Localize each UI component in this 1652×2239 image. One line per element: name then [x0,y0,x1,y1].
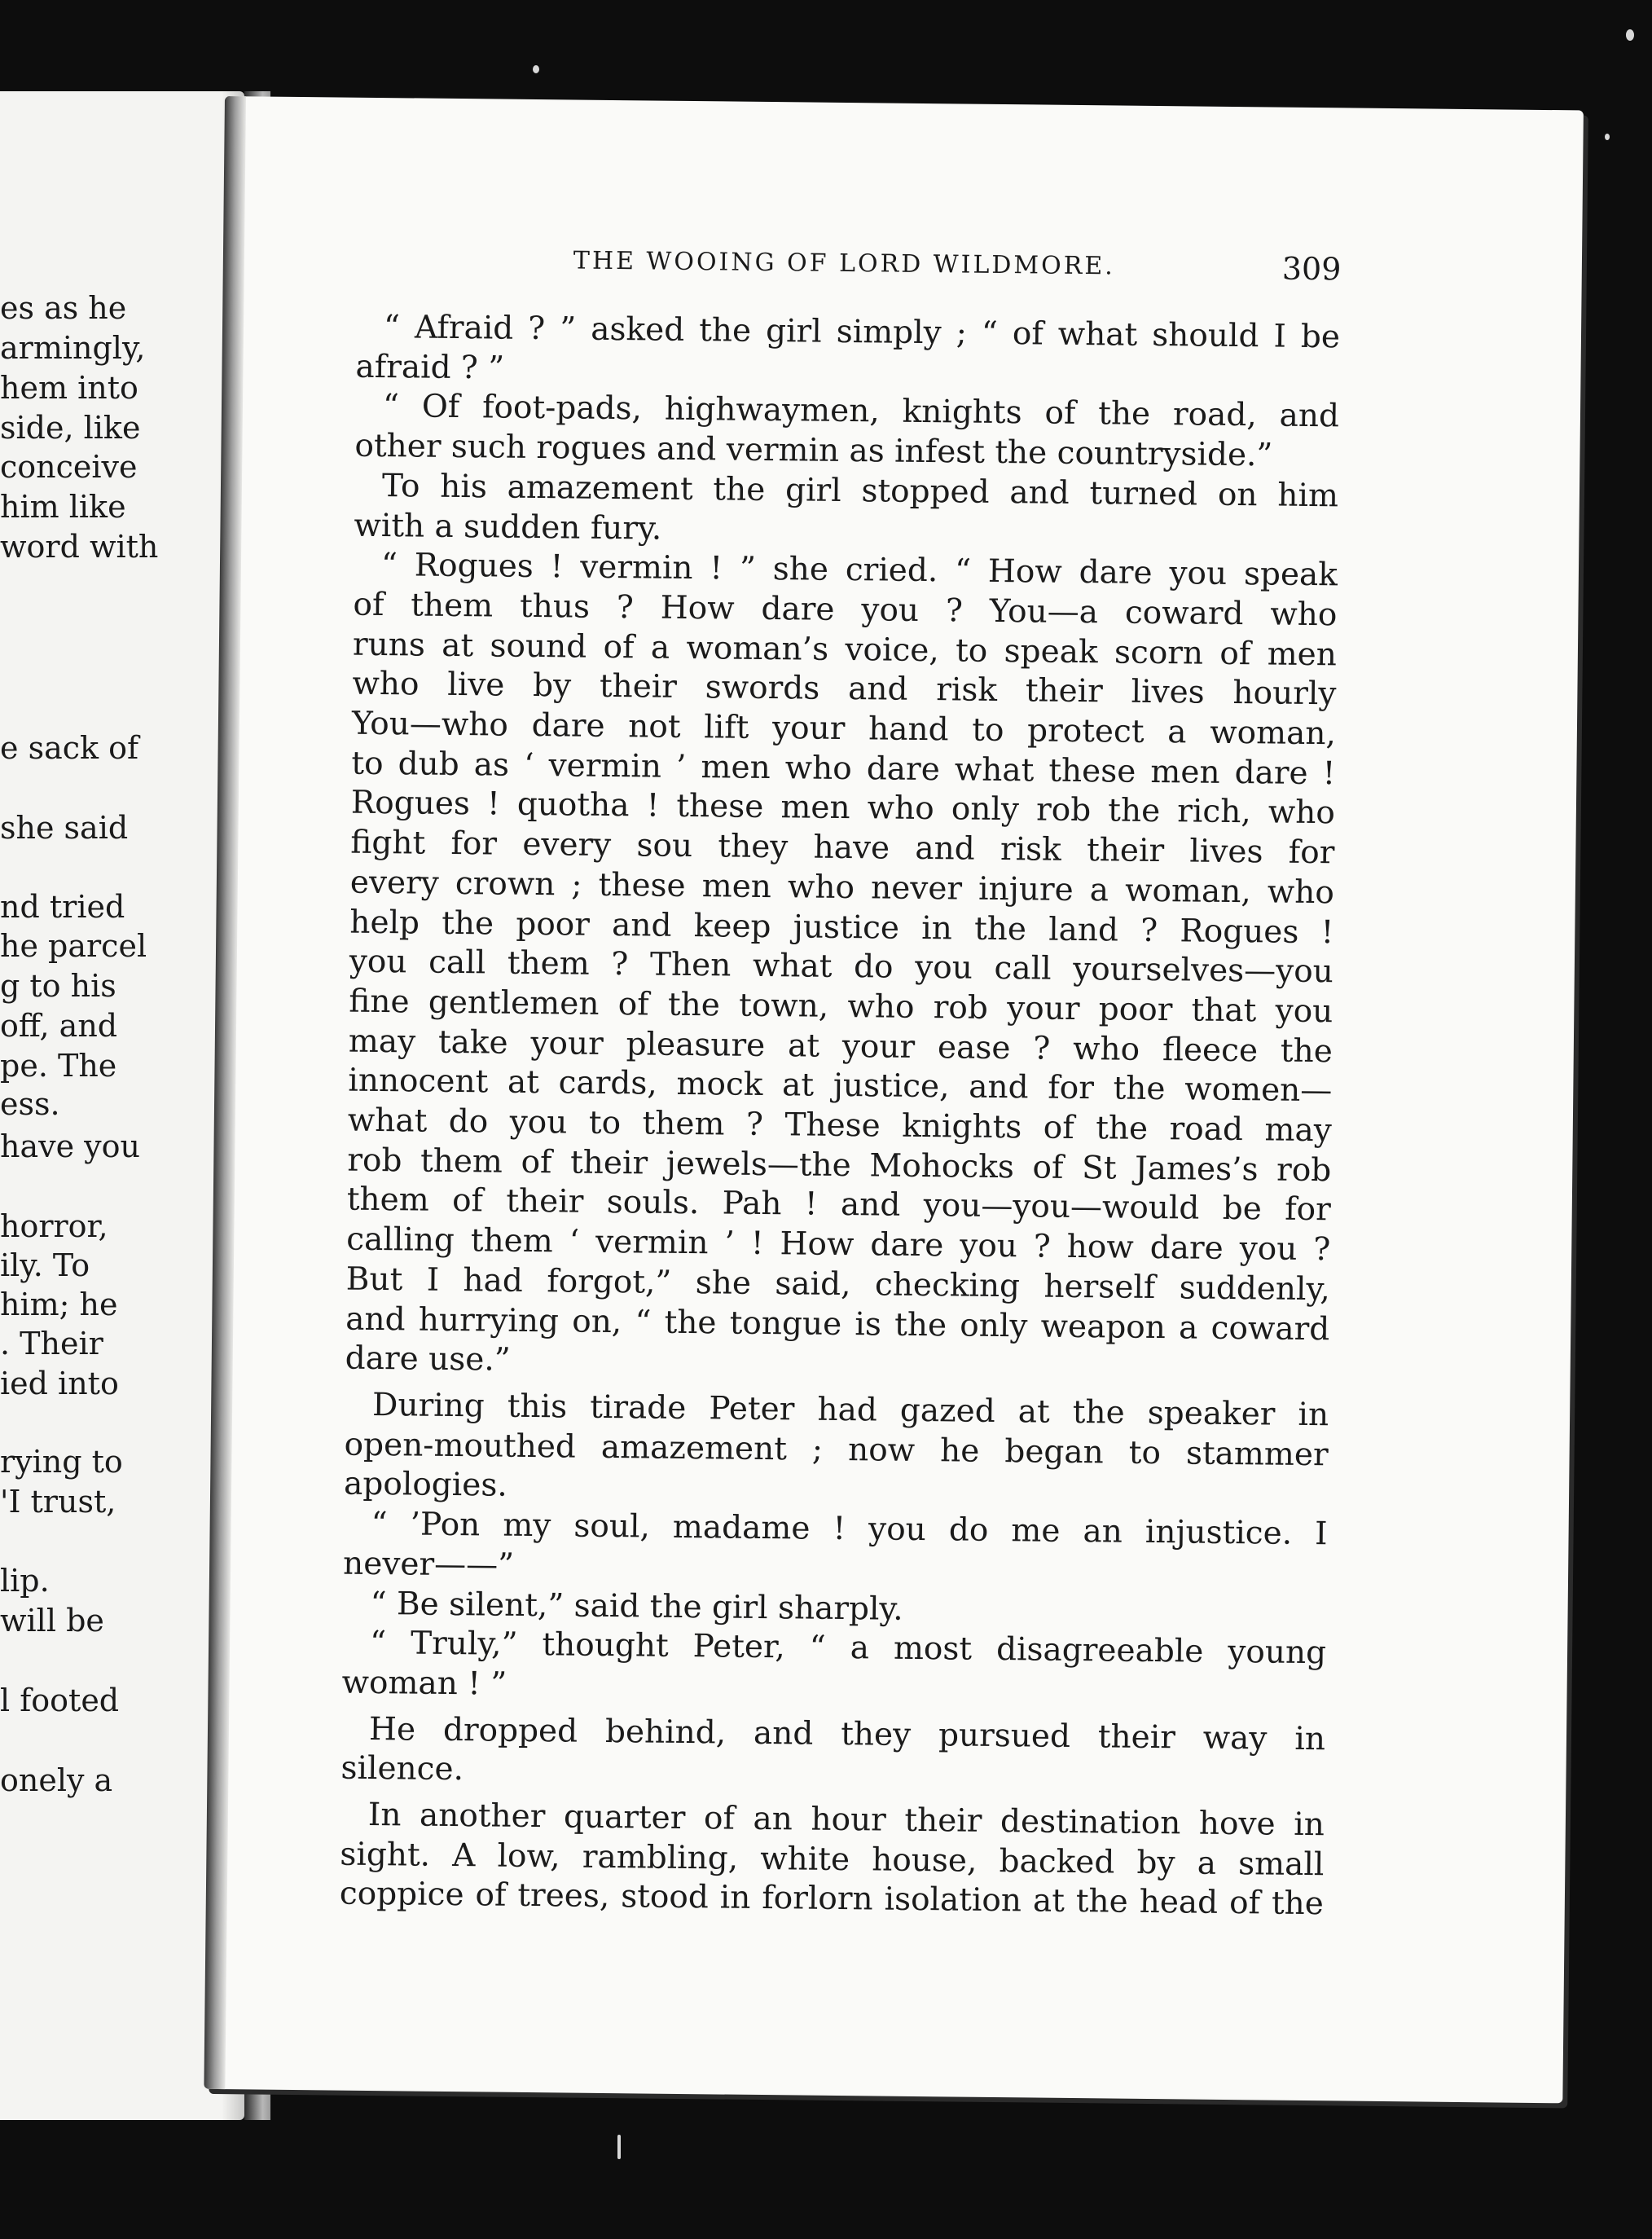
text-line: who live by their swords and risk their lives hourly [352,666,1337,713]
left-page-line: side, like [0,410,141,446]
text-line: rob them of their jewels—the Mohocks of St James’s rob [347,1141,1332,1190]
running-head: THE WOOING OF LORD WILDMORE. [573,246,1115,281]
dust-speck [1605,134,1610,140]
text-line: He dropped behind, and they pursued their way in [368,1710,1326,1757]
text-line: calling them ‘ vermin ’ ! How dare you ? how dare you ? [346,1221,1331,1269]
left-page-line: nd tried [0,889,125,925]
left-page-line: off, and [0,1008,118,1044]
text-line: “ Truly,” thought Peter, “ a most disagreeable young [369,1625,1327,1672]
text-line: never——” [342,1545,515,1584]
text-line: with a sudden fury. [354,507,662,548]
text-line: In another quarter of an hour their destination hove in [367,1796,1325,1844]
text-line: them of their souls. Pah ! and you—you—would be for [346,1181,1331,1229]
left-page-line: word with [0,529,159,565]
text-line: sight. A low, rambling, white house, backed by a small [340,1836,1325,1883]
body-text [340,308,1341,1925]
text-line: and hurrying on, “ the tongue is the only weapon a coward [345,1300,1330,1348]
text-line: apologies. [343,1466,507,1505]
text-line: innocent at cards, mock at justice, and for the women— [348,1062,1333,1110]
left-page-line: she said [0,810,129,846]
text-line: fight for every sou they have and risk their lives for [350,824,1335,872]
text-line: afraid ? ” [355,348,505,387]
text-line: “ Rogues ! vermin ! ” she cried. “ How dare you speak [380,547,1338,594]
text-line: to dub as ‘ vermin ’ men who dare what these men dare ! [351,745,1336,793]
left-page-line: e sack of [0,730,139,766]
text-line: “ Be silent,” said the girl sharply. [370,1585,903,1628]
text-line: runs at sound of a woman’s voice, to speak scorn of men [352,626,1338,673]
left-page-line: . Their [0,1326,103,1361]
left-page-line: ess. [0,1086,60,1122]
dust-speck [1626,29,1634,41]
text-line: every crown ; these men who never injure a woman, who [349,864,1335,912]
left-page-line: horror, [0,1208,108,1244]
text-line: other such rogues and vermin as infest the countryside.” [354,427,1273,474]
text-line: fine gentlemen of the town, who rob your poor that you [349,983,1333,1031]
text-line: silence. [341,1749,464,1788]
text-line: woman ! ” [341,1664,507,1703]
left-page-line: armingly, [0,330,146,366]
left-page-line: hem into [0,370,138,406]
left-page-line: have you [0,1128,140,1164]
dust-speck [533,65,539,73]
left-page-line: conceive [0,449,138,485]
left-page-line: him; he [0,1287,118,1322]
left-page-line: onely a [0,1762,113,1798]
text-line: open-mouthed amazement ; now he began to stammer [344,1426,1329,1473]
text-line: help the poor and keep justice in the land ? Rogues ! [349,904,1334,951]
left-page-line: ied into [0,1366,119,1401]
dust-speck [617,2135,621,2159]
left-page-line: he parcel [0,928,147,964]
left-page-line: l footed [0,1683,120,1718]
text-line: But I had forgot,” she said, checking herself suddenly, [345,1260,1330,1309]
left-page-line: pe. The [0,1048,117,1084]
text-line: coppice of trees, stood in forlorn isolation at the head of the [339,1876,1325,1923]
right-page [204,96,1584,2103]
left-page-line: him like [0,489,126,525]
left-page-line: es as he [0,290,127,326]
left-page-line: lip. [0,1563,50,1599]
text-line: To his amazement the girl stopped and turned on him [381,467,1339,515]
left-page-line: rying to [0,1444,123,1480]
page-number: 309 [1281,250,1342,288]
text-line: “ ’Pon my soul, madame ! you do me an injustice. I [371,1506,1328,1553]
text-line: of them thus ? How dare you ? You—a coward who [353,586,1338,634]
text-line: Rogues ! quotha ! these men who only rob the rich, who [350,785,1336,832]
left-page-line: will be [0,1603,104,1639]
text-line: You—who dare not lift your hand to protect a woman, [351,705,1337,753]
left-page-line: ily. To [0,1247,90,1283]
text-line: may take your pleasure at your ease ? who fleece the [348,1023,1333,1070]
text-line: “ Afraid ? ” asked the girl simply ; “ of what should I be [383,309,1341,356]
left-page-line: 'I trust, [0,1484,116,1520]
text-line: what do you to them ? These knights of the road may [347,1102,1333,1150]
text-line: “ Of foot-pads, highwaymen, knights of the road, and [382,388,1340,435]
text-line: you call them ? Then what do you call yourselves—you [349,943,1334,991]
left-page-line: g to his [0,968,116,1004]
text-line: dare use.” [345,1339,511,1379]
text-line: During this tirade Peter had gazed at the speaker in [371,1386,1329,1434]
